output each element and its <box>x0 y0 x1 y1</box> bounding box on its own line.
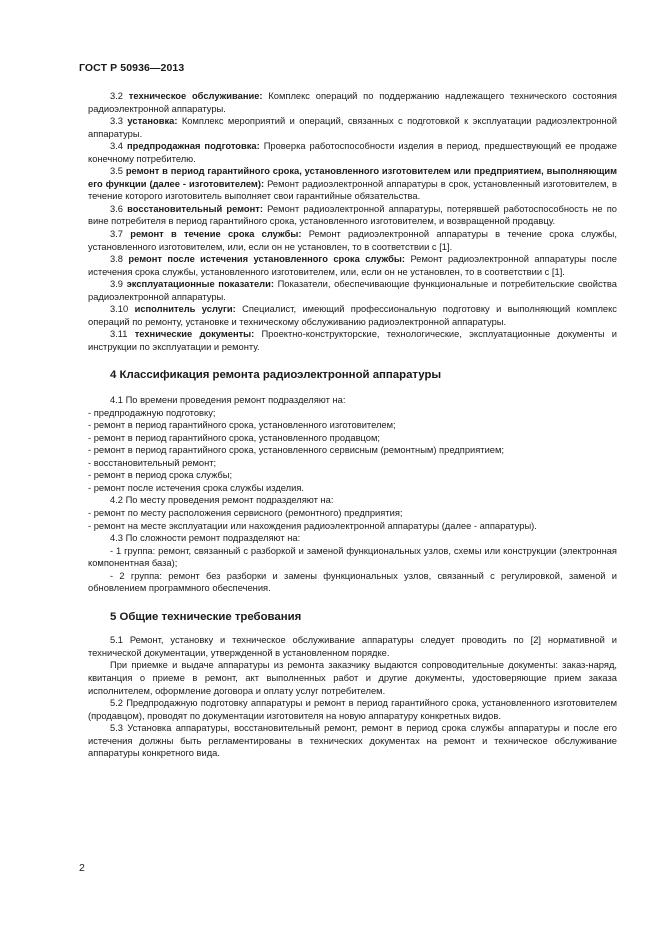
term: ремонт в течение срока службы: <box>130 229 302 240</box>
clause-4-2: 4.2 По месту проведения ремонт подразделяют на: <box>110 495 334 506</box>
definition-text: Комплекс мероприятий и операций, связанных с подготовкой к эксплуатации радиоэлектронной аппаратуры. <box>88 116 617 139</box>
list-item: - предпродажную подготовку; <box>88 407 216 418</box>
list-item: - ремонт в период гарантийного срока, установленного сервисным (ремонтным) предприятием; <box>88 445 505 456</box>
list-item: - ремонт в период срока службы; <box>88 470 233 481</box>
definition-3-8 <box>88 253 617 278</box>
list-item: - ремонт в период гарантийного срока, установленного изготовителем; <box>88 420 396 431</box>
requirements-section <box>88 634 617 759</box>
definition-text: Ремонт радиоэлектронной аппаратуры в течение срока службы, установленного изготовителем, или, если он не установлен, то в соответствии с [1]. <box>88 229 617 252</box>
list-item: - восстановительный ремонт; <box>88 457 217 468</box>
section-5-heading: 5 Общие технические требования <box>110 610 302 623</box>
term: установка: <box>127 116 178 127</box>
term: восстановительный ремонт: <box>127 203 263 214</box>
definition-text: Комплекс операций по поддержанию надлежащего технического состояния радиоэлектронной аппаратуры. <box>88 91 617 114</box>
list-item: - 1 группа: ремонт, связанный с разборкой и заменой функциональных узлов, схемы или конструкции (электронная компонентная база); <box>88 545 617 569</box>
section-4-heading: 4 Классификация ремонта радиоэлектронной аппаратуры <box>110 369 442 382</box>
clause-number: 3.2 <box>110 91 123 101</box>
clause-number: 3.8 <box>110 254 123 265</box>
definition-3-10 <box>88 303 617 328</box>
clause-5-3: 5.3 Установка аппаратуры, восстановительный ремонт, ремонт в период срока службы аппаратуры и после его истечения должны быть регламентированы в технических документах на ремонт и техническое обслуживание аппаратуры конкретного вида. <box>88 723 617 759</box>
definition-3-9 <box>88 278 617 303</box>
clause-number: 3.7 <box>110 229 123 240</box>
clause-5-1-paragraph: При приемке и выдаче аппаратуры из ремонта заказчику выдаются сопроводительные документы: заказ-наряд, квитанция о приеме в ремонт, акт выполненных работ и другие документы, удостоверяющие прием заказа исполнителем, оформление договора и оплату услуг потребителем. <box>88 660 617 696</box>
definition-text: Показатели, обеспечивающие функциональные и потребительские свойства радиоэлектронной аппаратуры. <box>88 279 617 302</box>
clause-number: 3.6 <box>110 203 123 214</box>
term: эксплуатационные показатели: <box>126 279 274 290</box>
definition-3-11 <box>88 328 617 353</box>
clause-5-2: 5.2 Предпродажную подготовку аппаратуры и ремонт в период гарантийного срока, установленного изготовителем (продавцом), проводят по документации изготовителя на новую аппаратуру конкретных видов. <box>88 698 617 721</box>
definition-3-7 <box>88 228 617 253</box>
term: исполнитель услуги: <box>134 304 236 315</box>
clause-number: 3.10 <box>110 304 129 315</box>
clause-number: 3.4 <box>110 141 123 152</box>
term: ремонт после истечения установленного срока службы: <box>128 254 406 265</box>
page-number: 2 <box>79 862 85 874</box>
definition-text: Ремонт радиоэлектронной аппаратуры после истечения срока службы, установленного изготовителем, или, если он не установлен, то в соответствии с [1]. <box>88 254 617 277</box>
list-item: - ремонт после истечения срока службы изделия. <box>88 482 305 493</box>
list-item: - ремонт по месту расположения сервисного (ремонтного) предприятия; <box>88 507 403 518</box>
list-item: - 2 группа: ремонт без разборки и замены функциональных узлов, связанный с регулировкой, заменой и обновлением программного обеспечения. <box>88 570 617 594</box>
clause-number: 3.5 <box>110 166 123 177</box>
definition-3-3 <box>88 115 617 140</box>
term: предпродажная подготовка: <box>126 141 260 152</box>
list-item: - ремонт на месте эксплуатации или нахождения радиоэлектронной аппаратуры (далее - аппаратуры). <box>88 520 537 531</box>
clause-number: 3.3 <box>110 116 123 127</box>
definition-text: Специалист, имеющий профессиональную подготовку и выполняющий комплекс операций по ремонту, установке и техническому обслуживанию радиоэлектронной аппаратуры. <box>88 304 617 327</box>
definition-3-4 <box>88 140 617 165</box>
definition-text: Проверка работоспособности изделия в период, предшествующий ее продаже конечному потребителю. <box>88 141 617 164</box>
definitions-section <box>88 90 617 353</box>
document-body <box>88 90 617 760</box>
clause-4-3: 4.3 По сложности ремонт подразделяют на: <box>110 533 301 544</box>
term: техническое обслуживание: <box>128 91 263 101</box>
definition-3-6 <box>88 203 617 228</box>
clause-number: 3.9 <box>110 279 123 290</box>
document-header: ГОСТ Р 50936—2013 <box>79 62 185 74</box>
term: ремонт в период гарантийного срока, установленного изготовителем или предприятием, выполняющим его функции (далее - изготовителем): <box>88 166 617 189</box>
clause-4-1: 4.1 По времени проведения ремонт подразделяют на: <box>110 395 346 406</box>
clause-number: 3.11 <box>110 329 128 340</box>
definition-text: Ремонт радиоэлектронной аппаратуры, потерявшей работоспособность не по вине потребителя в период гарантийного срока, установленного изготовителем, и возвращенной продавцу. <box>88 203 617 227</box>
clause-5-1: 5.1 Ремонт, установку и техническое обслуживание аппаратуры следует проводить по [2] нормативной и технической документации, утвержденной в установленном порядке. <box>88 635 617 658</box>
term: технические документы: <box>134 329 255 340</box>
definition-text: Проектно-конструкторские, технологические, эксплуатационные документы и инструкции по эксплуатации и ремонту. <box>88 329 617 352</box>
list-item: - ремонт в период гарантийного срока, установленного продавцом; <box>88 432 380 443</box>
definition-3-5 <box>88 165 617 203</box>
classification-section <box>88 394 617 595</box>
definition-text: Ремонт радиоэлектронной аппаратуры в срок, установленный изготовителем, в течение которого изготовитель выполняет свои гарантийные обязательства. <box>88 178 617 202</box>
definition-3-2 <box>88 90 617 115</box>
